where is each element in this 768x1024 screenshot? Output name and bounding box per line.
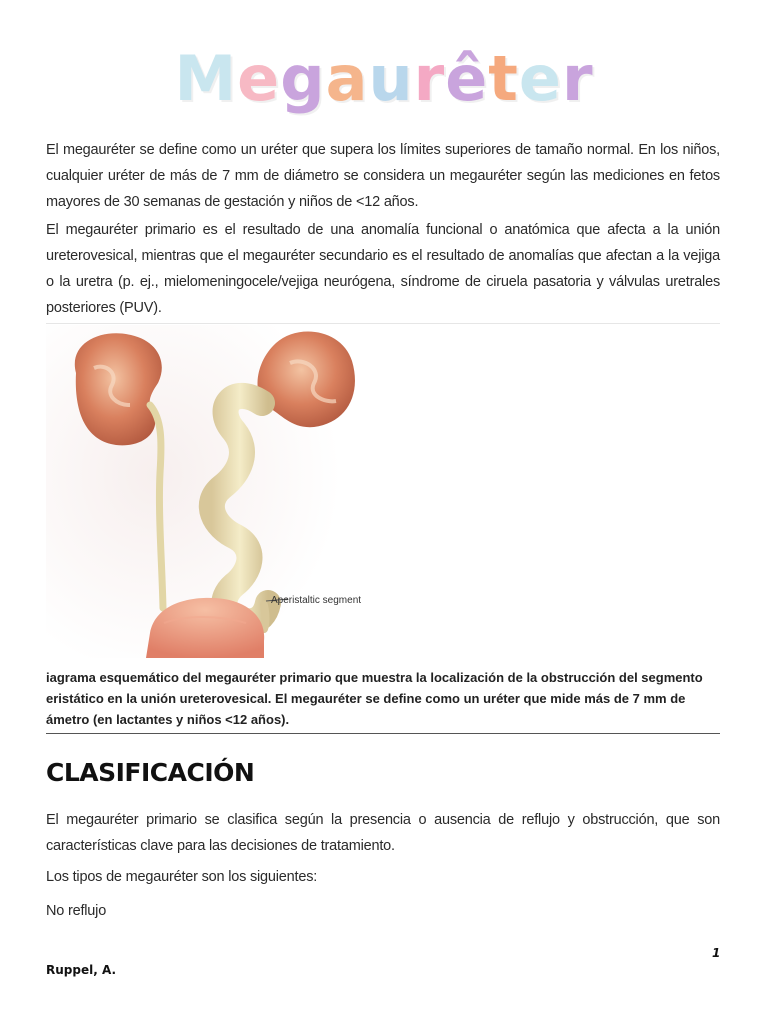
footer-author: Ruppel, A. [46, 963, 117, 977]
intro-paragraph-1: El megauréter se define como un uréter que supera los límites superiores de tamaño normal. En los niños, cualquier uréter de más de 7 mm de diámetro se considera un megauréter según las mediciones en fetos mayores de 30 semanas de gestación y niños de <12 años. [46, 142, 720, 210]
aperistaltic-label: Aperistaltic segment [271, 595, 362, 606]
title-letter: e [237, 42, 281, 115]
section-paragraph-1: El megauréter primario se clasifica según la presencia o ausencia de reflujo y obstrucción, que son características clave para las decisiones de tratamiento. [46, 812, 720, 854]
intro-paragraph-2: El megauréter primario es el resultado de una anomalía funcional o anatómica que afecta a la unión ureterovesical, mientras que el megauréter secundario es el resultado de anomalías que afectan a la vejiga o la uretra (p. ej., mielomeningocele/vejiga neurógena, síndrome de ciruela pasatoria y válvulas uretrales posteriores (PUV). [46, 222, 720, 316]
page-number: 1 [712, 946, 721, 960]
title-letter: M [174, 42, 238, 115]
title-letter: e [518, 42, 562, 115]
title-letter: t [488, 42, 519, 115]
document-title [0, 42, 768, 115]
title-letter: r [413, 42, 446, 115]
section-paragraph-2: Los tipos de megauréter son los siguientes: [46, 869, 318, 885]
caption-line: iagrama esquemático del megauréter primario que muestra la localización de la obstrucción del segmento [46, 670, 703, 685]
figure-divider [46, 733, 720, 734]
aperistaltic-segment [264, 605, 266, 629]
left-kidney [75, 333, 162, 445]
kidney-figure [46, 323, 720, 735]
title-letter: a [325, 42, 369, 115]
caption-line: ámetro (en lactantes y niños <12 años). [46, 712, 290, 727]
figure-caption [46, 667, 720, 730]
title-letter: u [368, 42, 414, 115]
section-heading: CLASIFICACIÓN [46, 758, 255, 787]
title-letter: ê [445, 42, 489, 115]
title-letter: r [561, 42, 594, 115]
kidney-ureter-illustration [46, 323, 720, 658]
caption-line: eristático en la unión ureterovesical. El megauréter se define como un uréter que mide más de 7 mm de [46, 691, 686, 706]
title-letter: g [280, 42, 326, 115]
section-paragraph-3: No reflujo [46, 903, 107, 919]
